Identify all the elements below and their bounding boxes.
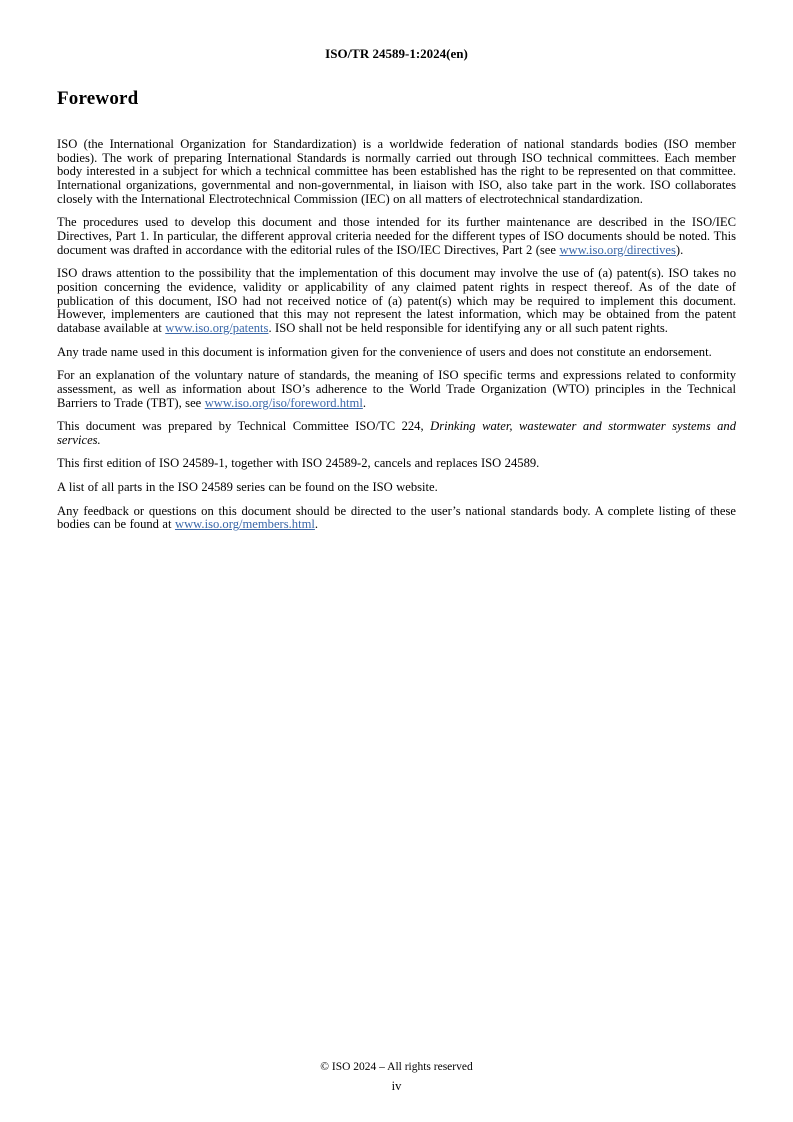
- text-run: For an explanation of the voluntary nature of standards, the meaning of ISO specific terms and expressions related to conformity assessment, as well as information about ISO’s adherence to the World Trade Organization (WTO) principles in the Technical Barriers to Trade (TBT), see: [57, 368, 736, 410]
- text-run: ISO draws attention to the possibility that the implementation of this document may involve the use of (a) patent(s). ISO takes no position concerning the evidence, validity or applicability of any claimed patent rights in respect thereof. As of the date of publication of this document, ISO had not received notice of (a) patent(s) which may be required to implement this document. However, implementers are cautioned that this may not represent the latest information, which may be obtained from the patent database available at: [57, 266, 736, 335]
- document-reference-header: ISO/TR 24589-1:2024(en): [325, 46, 468, 61]
- paragraph: [57, 346, 736, 360]
- paragraph: [57, 369, 736, 410]
- hyperlink[interactable]: www.iso.org/directives: [559, 242, 676, 257]
- document-footer: [0, 1061, 793, 1094]
- text-run: ).: [675, 242, 684, 257]
- text-run: This first edition of ISO 24589-1, together with ISO 24589-2, cancels and replaces ISO 24589.: [57, 456, 540, 471]
- text-run: .: [362, 395, 366, 410]
- text-run: ISO (the International Organization for Standardization) is a worldwide federation of national standards bodies (ISO member bodies). The work of preparing International Standards is normally carried out through ISO technical committees. Each member body interested in a subject for which a technical committee has been established has the right to be represented on that committee. International organizations, governmental and non-governmental, in liaison with ISO, also take part in the work. ISO collaborates closely with the International Electrotechnical Commission (IEC) on all matters of electrotechnical standardization.: [57, 137, 736, 206]
- page-number: iv: [391, 1079, 402, 1093]
- text-run: This document was prepared by Technical Committee ISO/TC 224,: [57, 419, 431, 434]
- paragraph: [57, 481, 736, 495]
- hyperlink[interactable]: www.iso.org/iso/foreword.html: [204, 395, 363, 410]
- italic-text: Drinking water, wastewater and stormwater systems and services.: [57, 419, 736, 447]
- paragraph: [57, 267, 736, 335]
- paragraph: [57, 457, 736, 471]
- hyperlink[interactable]: www.iso.org/members.html: [174, 517, 315, 532]
- document-body: [57, 138, 736, 532]
- paragraph: [57, 505, 736, 532]
- text-run: . ISO shall not be held responsible for identifying any or all such patent rights.: [268, 320, 668, 335]
- text-run: Any feedback or questions on this document should be directed to the user’s national standards body. A complete listing of these bodies can be found at: [57, 503, 736, 532]
- paragraph: [57, 420, 736, 447]
- text-run: .: [314, 517, 319, 532]
- paragraph: [57, 138, 736, 206]
- text-run: A list of all parts in the ISO 24589 series can be found on the ISO website.: [57, 480, 438, 495]
- hyperlink[interactable]: www.iso.org/patents: [165, 320, 269, 335]
- text-run: The procedures used to develop this document and those intended for its further maintenance are described in the ISO/IEC Directives, Part 1. In particular, the different approval criteria needed for the different types of ISO documents should be noted. This document was drafted in accordance with the editorial rules of the ISO/IEC Directives, Part 2 (see: [57, 215, 736, 257]
- paragraph: [57, 216, 736, 257]
- page-title: Foreword: [57, 88, 139, 109]
- text-run: Any trade name used in this document is information given for the convenience of users and does not constitute an endorsement.: [57, 344, 712, 359]
- copyright-notice: © ISO 2024 – All rights reserved: [320, 1061, 473, 1073]
